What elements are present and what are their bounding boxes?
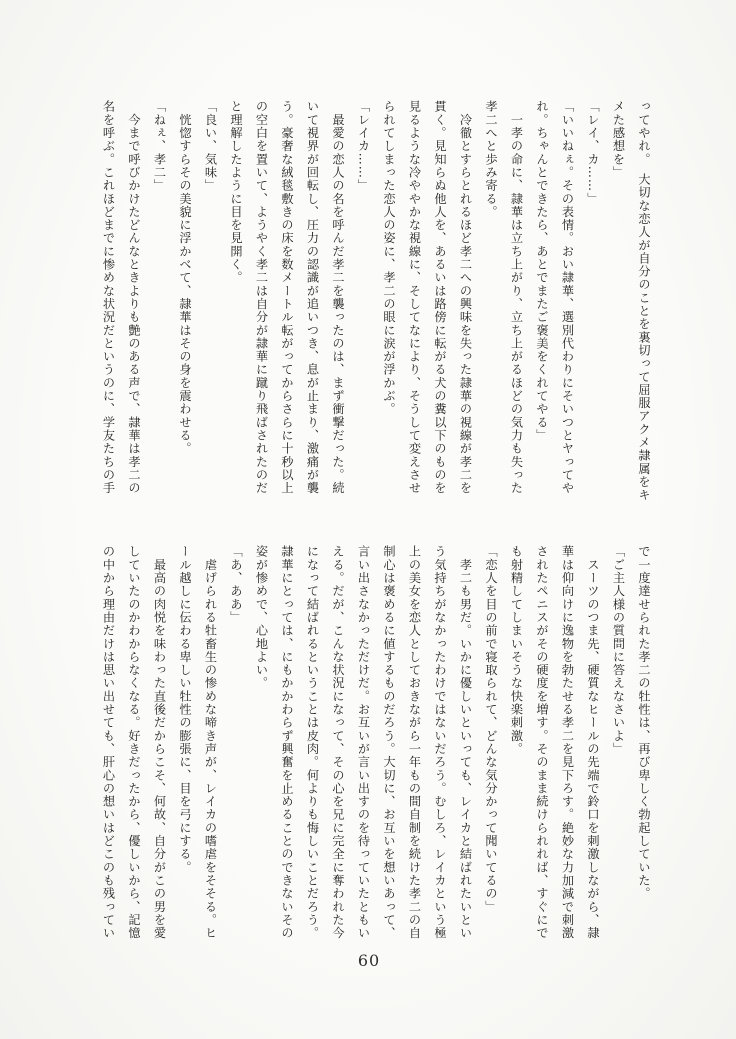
text-column: の空白を置いて、ようやく孝二は自分が隷華に蹴り飛ばされたのだ (254, 100, 269, 495)
text-column: 虐げられる牡畜生の惨めな啼き声が、レイカの嗜虐をそそる。ヒ (203, 545, 218, 940)
text-column: いて視界が回転し、圧力の認識が追いつき、息が止まり、激痛が襲 (305, 100, 320, 495)
text-column: 今まで呼びかけたどんなときよりも艶のある声で、隷華は孝二の (127, 100, 141, 495)
text-column: 「レイカ……」 (356, 100, 371, 193)
text-column: していたのかわからなくなる。好きだったから、優しいから、記憶 (127, 545, 141, 940)
text-block-bottom (95, 545, 656, 940)
text-column: 最高の肉悦を味わった直後だからこそ、何故、自分がこの男を愛 (152, 545, 167, 940)
text-column: える。だが、こんな状況になって、その心を兄に完全に奪われた今 (331, 545, 345, 940)
text-column: と理解したように目を見開く。 (229, 100, 243, 285)
text-column: 制心は褒めるに値するものだろう。大切に、お互いを想いあって、 (382, 545, 396, 940)
text-column: 恍惚すらその美貌に浮かべて、隷華はその身を震わせる。 (178, 100, 192, 456)
text-column: 姿が惨めで、心地よい。 (254, 545, 269, 690)
text-column: 名を呼ぶ。これほどまでに惨めな状況だというのに、学友たちの手 (101, 100, 116, 495)
text-column: 冷徹とすらとれるほど孝二への興味を失った隷華の視線が孝二を (458, 100, 473, 495)
text-column: 最愛の恋人の名を呼んだ孝二を襲ったのは、まず衝撃だった。続 (331, 100, 345, 495)
text-column: 一孝の命に、隷華は立ち上がり、立ち上がるほどの気力も失った (509, 100, 524, 495)
text-column: 上の美女を恋人としておきながら一年もの間自制を続けた孝二の自 (407, 545, 422, 940)
text-column: れ。ちゃんとできたら、あとでまたご褒美をくれてやる」 (535, 100, 549, 442)
text-column: 「ご主人様の質問に答えなさいよ」 (611, 545, 626, 756)
text-column: で一度達せられた孝二の牡性は、再び卑しく勃起していた。 (637, 545, 651, 901)
text-column: 貫く。見知らぬ他人を、あるいは路傍に転がる犬の糞以下のものを (433, 100, 447, 495)
text-column: も射精してしまいそうな快楽刺激。 (509, 545, 524, 756)
text-column: 「恋人を目の前で寝取られて、どんな気分かって聞いてるの」 (484, 545, 498, 914)
text-column: 隷華にとっては、にもかかわらず興奮を止めることのできないその (280, 545, 294, 940)
text-column: 孝二も男だ。いかに優しいといっても、レイカと結ばれたいとい (458, 545, 473, 940)
text-column: 言い出さなかっただけだ。お互いが言い出すのを待っていたともい (356, 545, 371, 940)
text-column: メた感想を」 (611, 100, 626, 179)
text-column: う。豪奢な絨毯敷きの床を数メートル転がってからさらに十秒以上 (280, 100, 294, 495)
text-column: 「あ、ああ」 (229, 545, 243, 624)
text-column: 「レイ、カ……」 (586, 100, 600, 206)
text-column: 「良い、気味」 (203, 100, 218, 193)
text-column: されたペニスがその硬度を増す。そのまま続けられれば、すぐにで (535, 545, 549, 940)
page-number: 60 (357, 951, 381, 970)
text-column: 「いいねぇ。その表情。おい隷華、選別代わりにそいつとヤってや (560, 100, 575, 495)
text-column: の中から理由だけは思い出せても、肝心の想いはどこのも残ってい (101, 545, 116, 940)
text-block-top (95, 100, 656, 502)
text-column: ってやれ。 大切な恋人が自分のことを裏切って屈服アクメ隷属をキ (637, 100, 651, 502)
text-column: う気持ちがなかったわけではないだろう。むしろ、レイカという極 (433, 545, 447, 940)
text-column: スーツのつま先、硬質なヒールの先端で鈴口を刺激しながら、隷 (586, 545, 600, 940)
text-column: になって結ばれるということは皮肉。何よりも悔しいことだろう。 (305, 545, 320, 940)
text-column: 華は仰向けに逸物を勃たせる孝二を見下ろす。絶妙な力加減で刺激 (560, 545, 575, 940)
text-column: 「ねぇ、孝二」 (152, 100, 167, 193)
text-column: 見るような冷ややかな視線に、そしてなにより、そうして変えさせ (407, 100, 422, 495)
text-column: 孝二へと歩み寄る。 (484, 100, 498, 219)
text-column: ール越しに伝わる卑しい牡性の膨張に、目を弓にする。 (178, 545, 192, 874)
text-column: られてしまった恋人の姿に、孝二の眼に涙が浮かぶ。 (382, 100, 396, 416)
